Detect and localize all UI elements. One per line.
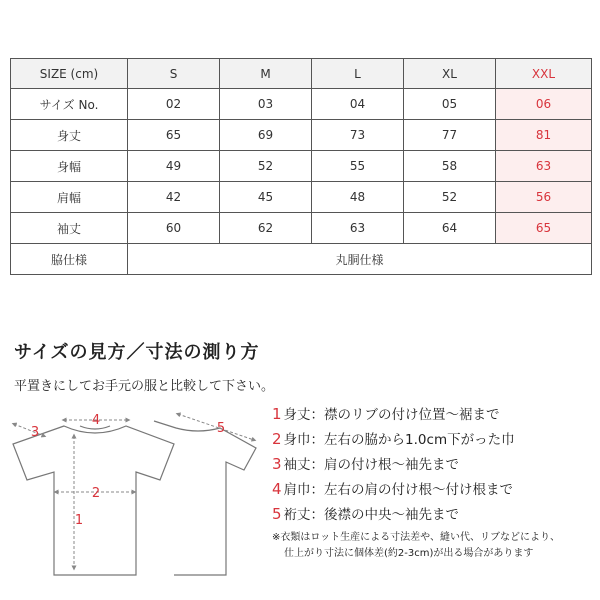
legend-item <box>272 427 592 452</box>
table-cell: 63 <box>312 213 404 244</box>
table-cell: 58 <box>404 151 496 182</box>
table-cell: 65 <box>128 120 220 151</box>
legend-number: 2 <box>272 430 282 448</box>
legend-text: 裄丈：後襟の中央～袖先まで <box>283 507 460 523</box>
legend-item <box>272 502 592 527</box>
table-row <box>11 213 592 244</box>
table-cell: 45 <box>220 182 312 213</box>
legend-number: 1 <box>272 405 282 423</box>
header-cell: SIZE (cm) <box>11 59 128 89</box>
table-row <box>11 89 592 120</box>
diagram-label-5: 5 <box>216 421 226 436</box>
table-cell: 02 <box>128 89 220 120</box>
table-cell: 55 <box>312 151 404 182</box>
table-cell: 49 <box>128 151 220 182</box>
table-cell-xxl: 63 <box>496 151 592 182</box>
table-cell: 62 <box>220 213 312 244</box>
table-cell: 73 <box>312 120 404 151</box>
table-row <box>11 151 592 182</box>
table-cell-xxl: 81 <box>496 120 592 151</box>
legend-item <box>272 452 592 477</box>
table-cell: 04 <box>312 89 404 120</box>
tshirt-diagram-icon <box>8 400 268 580</box>
diagram-label-2: 2 <box>91 486 101 501</box>
size-table <box>10 58 592 275</box>
header-cell: M <box>220 59 312 89</box>
table-cell: 03 <box>220 89 312 120</box>
measure-lines <box>14 414 254 568</box>
legend-text: 身丈：襟のリブの付け位置～裾まで <box>283 407 500 423</box>
diagram-label-3: 3 <box>30 425 40 440</box>
table-header-row <box>11 59 592 89</box>
disclaimer-note <box>272 530 592 562</box>
table-cell-xxl: 56 <box>496 182 592 213</box>
table-cell: 48 <box>312 182 404 213</box>
header-cell: XL <box>404 59 496 89</box>
note-line: 仕上がり寸法に個体差(約2-3cm)が出る場合があります <box>284 548 534 559</box>
row-label: 身幅 <box>11 151 128 182</box>
table-cell: 42 <box>128 182 220 213</box>
table-row <box>11 120 592 151</box>
header-cell: L <box>312 59 404 89</box>
legend-number: 4 <box>272 480 282 498</box>
legend-item <box>272 402 592 427</box>
legend-text: 身巾：左右の脇から1.0cm下がった巾 <box>283 432 515 448</box>
legend-text: 肩巾：左右の肩の付け根～付け根まで <box>283 482 514 498</box>
diagram-label-1: 1 <box>74 513 84 528</box>
legend-number: 3 <box>272 455 282 473</box>
legend-number: 5 <box>272 505 282 523</box>
table-cell: 60 <box>128 213 220 244</box>
table-cell-xxl: 06 <box>496 89 592 120</box>
table-row <box>11 244 592 275</box>
diagram-label-4: 4 <box>91 413 101 428</box>
row-label: 身丈 <box>11 120 128 151</box>
table-cell: 05 <box>404 89 496 120</box>
table-cell: 52 <box>404 182 496 213</box>
table-cell: 64 <box>404 213 496 244</box>
section-subtitle: 平置きにしてお手元の服と比較して下さい。 <box>14 379 275 394</box>
row-label: 脇仕様 <box>11 244 128 275</box>
legend-item <box>272 477 592 502</box>
table-row <box>11 182 592 213</box>
row-label: サイズ No. <box>11 89 128 120</box>
tshirt-back-outline <box>154 421 256 575</box>
note-line: ※衣類はロット生産による寸法差や、縫い代、リブなどにより、 <box>272 532 560 543</box>
table-cell-merged: 丸胴仕様 <box>128 244 592 275</box>
row-label: 肩幅 <box>11 182 128 213</box>
table-cell: 52 <box>220 151 312 182</box>
table-cell-xxl: 65 <box>496 213 592 244</box>
header-cell: S <box>128 59 220 89</box>
table-cell: 69 <box>220 120 312 151</box>
legend-text: 袖丈：肩の付け根～袖先まで <box>283 457 460 473</box>
measurement-legend <box>272 402 592 527</box>
row-label: 袖丈 <box>11 213 128 244</box>
section-title: サイズの見方／寸法の測り方 <box>14 342 260 363</box>
table-cell: 77 <box>404 120 496 151</box>
header-cell-xxl: XXL <box>496 59 592 89</box>
